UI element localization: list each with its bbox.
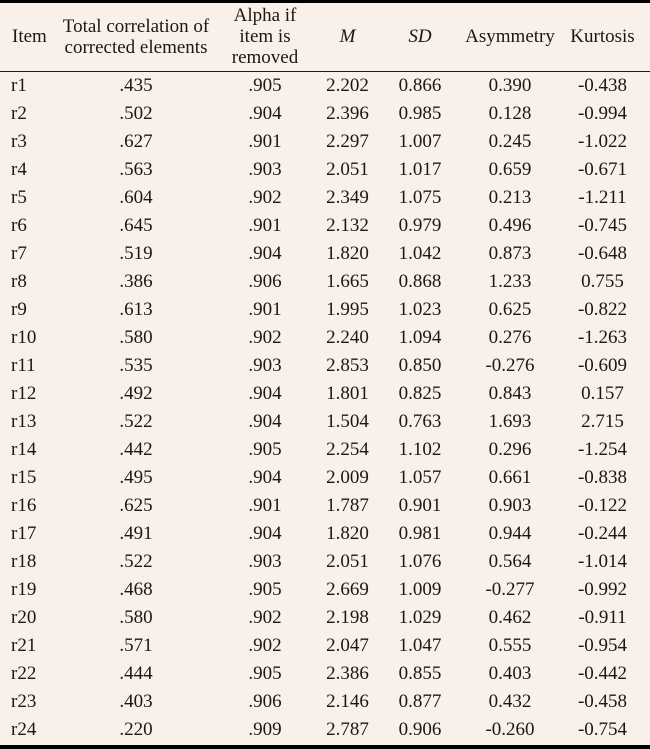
table-row	[0, 716, 650, 744]
table-cell: 0.763	[398, 410, 442, 432]
table-cell: .905	[248, 438, 282, 460]
table-cell: 2.669	[326, 578, 369, 600]
item-label: r20	[11, 606, 37, 628]
table-row	[0, 71, 650, 100]
table-row	[0, 688, 650, 716]
table-row	[0, 128, 650, 156]
table-cell: 0.843	[488, 382, 532, 404]
table-cell: .435	[119, 74, 153, 96]
table-cell: 1.094	[398, 326, 442, 348]
item-label: r8	[11, 270, 27, 292]
table-cell: 1.995	[326, 298, 369, 320]
table-cell: 0.276	[488, 326, 532, 348]
table-row	[0, 352, 650, 380]
table-cell: 0.659	[488, 158, 532, 180]
table-cell: .903	[248, 158, 282, 180]
table-cell: 0.981	[398, 522, 442, 544]
table-row	[0, 156, 650, 184]
table-cell: -1.022	[577, 130, 628, 152]
table-cell: .909	[248, 718, 282, 740]
table-cell: 2.715	[581, 410, 624, 432]
table-cell: -1.263	[577, 326, 628, 348]
table-cell: 0.755	[581, 270, 624, 292]
table-cell: 0.555	[488, 634, 532, 656]
table-cell: 2.047	[326, 634, 369, 656]
column-header-item	[0, 3, 62, 71]
item-statistics-table	[0, 3, 650, 744]
table-cell: .535	[119, 354, 153, 376]
table-cell: .905	[248, 74, 282, 96]
column-header-label: Total correlation of corrected elements	[62, 15, 210, 58]
item-label: r10	[11, 326, 37, 348]
table-cell: 1.665	[326, 270, 369, 292]
table-cell: 1.009	[398, 578, 442, 600]
table-cell: 1.023	[398, 298, 442, 320]
table-cell: 0.901	[398, 494, 442, 516]
table-cell: 0.873	[488, 242, 532, 264]
table-row	[0, 212, 650, 240]
table-cell: 2.198	[326, 606, 369, 628]
item-label: r13	[11, 410, 37, 432]
table-cell: 0.296	[488, 438, 532, 460]
table-cell: .220	[119, 718, 153, 740]
table-row	[0, 184, 650, 212]
item-label: r4	[11, 158, 27, 180]
table-cell: 1.693	[488, 410, 532, 432]
item-label: r15	[11, 466, 37, 488]
table-cell: 0.245	[488, 130, 532, 152]
table-cell: .901	[248, 130, 282, 152]
table-row	[0, 632, 650, 660]
table-cell: 0.432	[488, 690, 532, 712]
table-row	[0, 100, 650, 128]
table-cell: 2.396	[326, 102, 369, 124]
column-header-label: M	[339, 26, 356, 48]
table-cell: .491	[119, 522, 153, 544]
table-cell: .468	[119, 578, 153, 600]
table-row	[0, 380, 650, 408]
table-cell: -0.277	[485, 578, 535, 600]
table-cell: 1.820	[326, 242, 369, 264]
item-label: r24	[11, 718, 37, 740]
column-header-sd	[375, 3, 465, 71]
table-cell: .901	[248, 494, 282, 516]
table-row	[0, 240, 650, 268]
table-cell: 0.979	[398, 214, 442, 236]
table-cell: .904	[248, 522, 282, 544]
table-row	[0, 408, 650, 436]
table-cell: 1.042	[398, 242, 442, 264]
table-cell: 1.029	[398, 606, 442, 628]
table-cell: .901	[248, 214, 282, 236]
table-cell: 0.462	[488, 606, 532, 628]
table-cell: 0.855	[398, 662, 442, 684]
column-header-label: Alpha if item is removed	[231, 5, 299, 69]
table-cell: -0.276	[485, 354, 535, 376]
table-cell: .903	[248, 550, 282, 572]
table-row	[0, 324, 650, 352]
table-cell: .645	[119, 214, 153, 236]
table-cell: -0.992	[577, 578, 628, 600]
table-cell: 0.985	[398, 102, 442, 124]
table-cell: 2.787	[326, 718, 369, 740]
table-cell: 2.202	[326, 74, 369, 96]
table-cell: -0.954	[577, 634, 628, 656]
table-cell: 1.820	[326, 522, 369, 544]
table-cell: 2.132	[326, 214, 369, 236]
table-cell: .604	[119, 186, 153, 208]
table-cell: 0.496	[488, 214, 532, 236]
table-cell: .571	[119, 634, 153, 656]
column-header-label: SD	[408, 26, 432, 48]
table-cell: -0.822	[577, 298, 628, 320]
table-cell: 0.213	[488, 186, 532, 208]
item-label: r6	[11, 214, 27, 236]
table-cell: 0.564	[488, 550, 532, 572]
column-header-label: Asymmetry	[465, 26, 555, 48]
item-label: r23	[11, 690, 37, 712]
table-cell: 1.047	[398, 634, 442, 656]
table-cell: -0.911	[578, 606, 627, 628]
table-cell: -0.648	[577, 242, 628, 264]
table-row	[0, 464, 650, 492]
table-cell: 2.853	[326, 354, 369, 376]
table-cell: .403	[119, 690, 153, 712]
table-cell: 1.801	[326, 382, 369, 404]
header-row	[0, 3, 650, 71]
table-row	[0, 576, 650, 604]
item-label: r7	[11, 242, 27, 264]
table-cell: .625	[119, 494, 153, 516]
table-cell: 1.233	[488, 270, 532, 292]
item-label: r5	[11, 186, 27, 208]
table-cell: 1.076	[398, 550, 442, 572]
table-cell: 0.661	[488, 466, 532, 488]
table-row	[0, 436, 650, 464]
table-cell: .519	[119, 242, 153, 264]
table-cell: -1.211	[578, 186, 627, 208]
table-cell: .386	[119, 270, 153, 292]
table-cell: .495	[119, 466, 153, 488]
table-cell: -0.754	[577, 718, 628, 740]
table-cell: .522	[119, 550, 153, 572]
table-cell: 0.877	[398, 690, 442, 712]
table-cell: 0.944	[488, 522, 532, 544]
table-cell: .905	[248, 662, 282, 684]
item-label: r16	[11, 494, 37, 516]
item-label: r17	[11, 522, 37, 544]
column-header-label: Kurtosis	[570, 26, 635, 48]
table-cell: -0.838	[577, 466, 628, 488]
table-cell: .902	[248, 606, 282, 628]
table-row	[0, 604, 650, 632]
table-cell: 1.017	[398, 158, 442, 180]
table-cell: 0.868	[398, 270, 442, 292]
table-cell: 0.825	[398, 382, 442, 404]
item-label: r3	[11, 130, 27, 152]
table-cell: 2.051	[326, 158, 369, 180]
column-header-asymmetry	[465, 3, 555, 71]
table-cell: .902	[248, 326, 282, 348]
column-header-alpha	[210, 3, 320, 71]
table-cell: -0.438	[577, 74, 628, 96]
table-cell: 1.007	[398, 130, 442, 152]
table-cell: .580	[119, 326, 153, 348]
table-cell: .906	[248, 690, 282, 712]
table-cell: -0.994	[577, 102, 628, 124]
item-label: r9	[11, 298, 27, 320]
table-cell: .904	[248, 102, 282, 124]
table-cell: .492	[119, 382, 153, 404]
item-label: r14	[11, 438, 37, 460]
item-label: r2	[11, 102, 27, 124]
table-cell: .902	[248, 186, 282, 208]
item-label: r11	[11, 354, 36, 376]
table-cell: 1.102	[398, 438, 442, 460]
table-cell: -0.442	[577, 662, 628, 684]
table-cell: .613	[119, 298, 153, 320]
column-header-label: Item	[12, 26, 47, 48]
table-body	[0, 71, 650, 744]
table-row	[0, 548, 650, 576]
table-cell: .444	[119, 662, 153, 684]
table-cell: .627	[119, 130, 153, 152]
table-cell: 0.866	[398, 74, 442, 96]
table-row	[0, 660, 650, 688]
table-cell: 0.903	[488, 494, 532, 516]
table-cell: 1.057	[398, 466, 442, 488]
table-cell: -0.745	[577, 214, 628, 236]
table-cell: 2.349	[326, 186, 369, 208]
table-row	[0, 492, 650, 520]
table-row	[0, 296, 650, 324]
table-cell: 1.787	[326, 494, 369, 516]
table-cell: .902	[248, 634, 282, 656]
table-cell: 1.504	[326, 410, 369, 432]
table-cell: .904	[248, 382, 282, 404]
table-cell: .904	[248, 242, 282, 264]
table-cell: .580	[119, 606, 153, 628]
table-cell: 0.906	[398, 718, 442, 740]
table-cell: 0.403	[488, 662, 532, 684]
table-cell: .903	[248, 354, 282, 376]
table-cell: 0.128	[488, 102, 532, 124]
table-cell: 2.297	[326, 130, 369, 152]
table-cell: 2.009	[326, 466, 369, 488]
table-cell: .901	[248, 298, 282, 320]
table-cell: 2.254	[326, 438, 369, 460]
table-cell: -1.254	[577, 438, 628, 460]
table-cell: -0.609	[577, 354, 628, 376]
table-cell: -1.014	[577, 550, 628, 572]
table-row	[0, 520, 650, 548]
column-header-kurtosis	[555, 3, 650, 71]
table-cell: .906	[248, 270, 282, 292]
item-label: r21	[11, 634, 37, 656]
table-cell: 2.146	[326, 690, 369, 712]
table-cell: -0.244	[577, 522, 628, 544]
table-cell: -0.458	[577, 690, 628, 712]
table-cell: 2.240	[326, 326, 369, 348]
table-cell: .905	[248, 578, 282, 600]
table-cell: .442	[119, 438, 153, 460]
item-label: r1	[11, 74, 27, 96]
column-header-m	[320, 3, 375, 71]
table-cell: .904	[248, 410, 282, 432]
table-cell: 1.075	[398, 186, 442, 208]
column-header-total	[62, 3, 210, 71]
item-label: r22	[11, 662, 37, 684]
table-cell: 0.390	[488, 74, 532, 96]
table-cell: .904	[248, 466, 282, 488]
item-label: r19	[11, 578, 37, 600]
table-cell: -0.671	[577, 158, 628, 180]
table-cell: 0.625	[488, 298, 532, 320]
table-cell: -0.122	[577, 494, 628, 516]
table-cell: 2.051	[326, 550, 369, 572]
item-label: r18	[11, 550, 37, 572]
table-row	[0, 268, 650, 296]
table-cell: -0.260	[485, 718, 535, 740]
item-label: r12	[11, 382, 37, 404]
table-header	[0, 3, 650, 71]
table-cell: .502	[119, 102, 153, 124]
table-cell: .563	[119, 158, 153, 180]
table-cell: .522	[119, 410, 153, 432]
table-cell: 2.386	[326, 662, 369, 684]
table-cell: 0.157	[581, 382, 624, 404]
table-cell: 0.850	[398, 354, 442, 376]
